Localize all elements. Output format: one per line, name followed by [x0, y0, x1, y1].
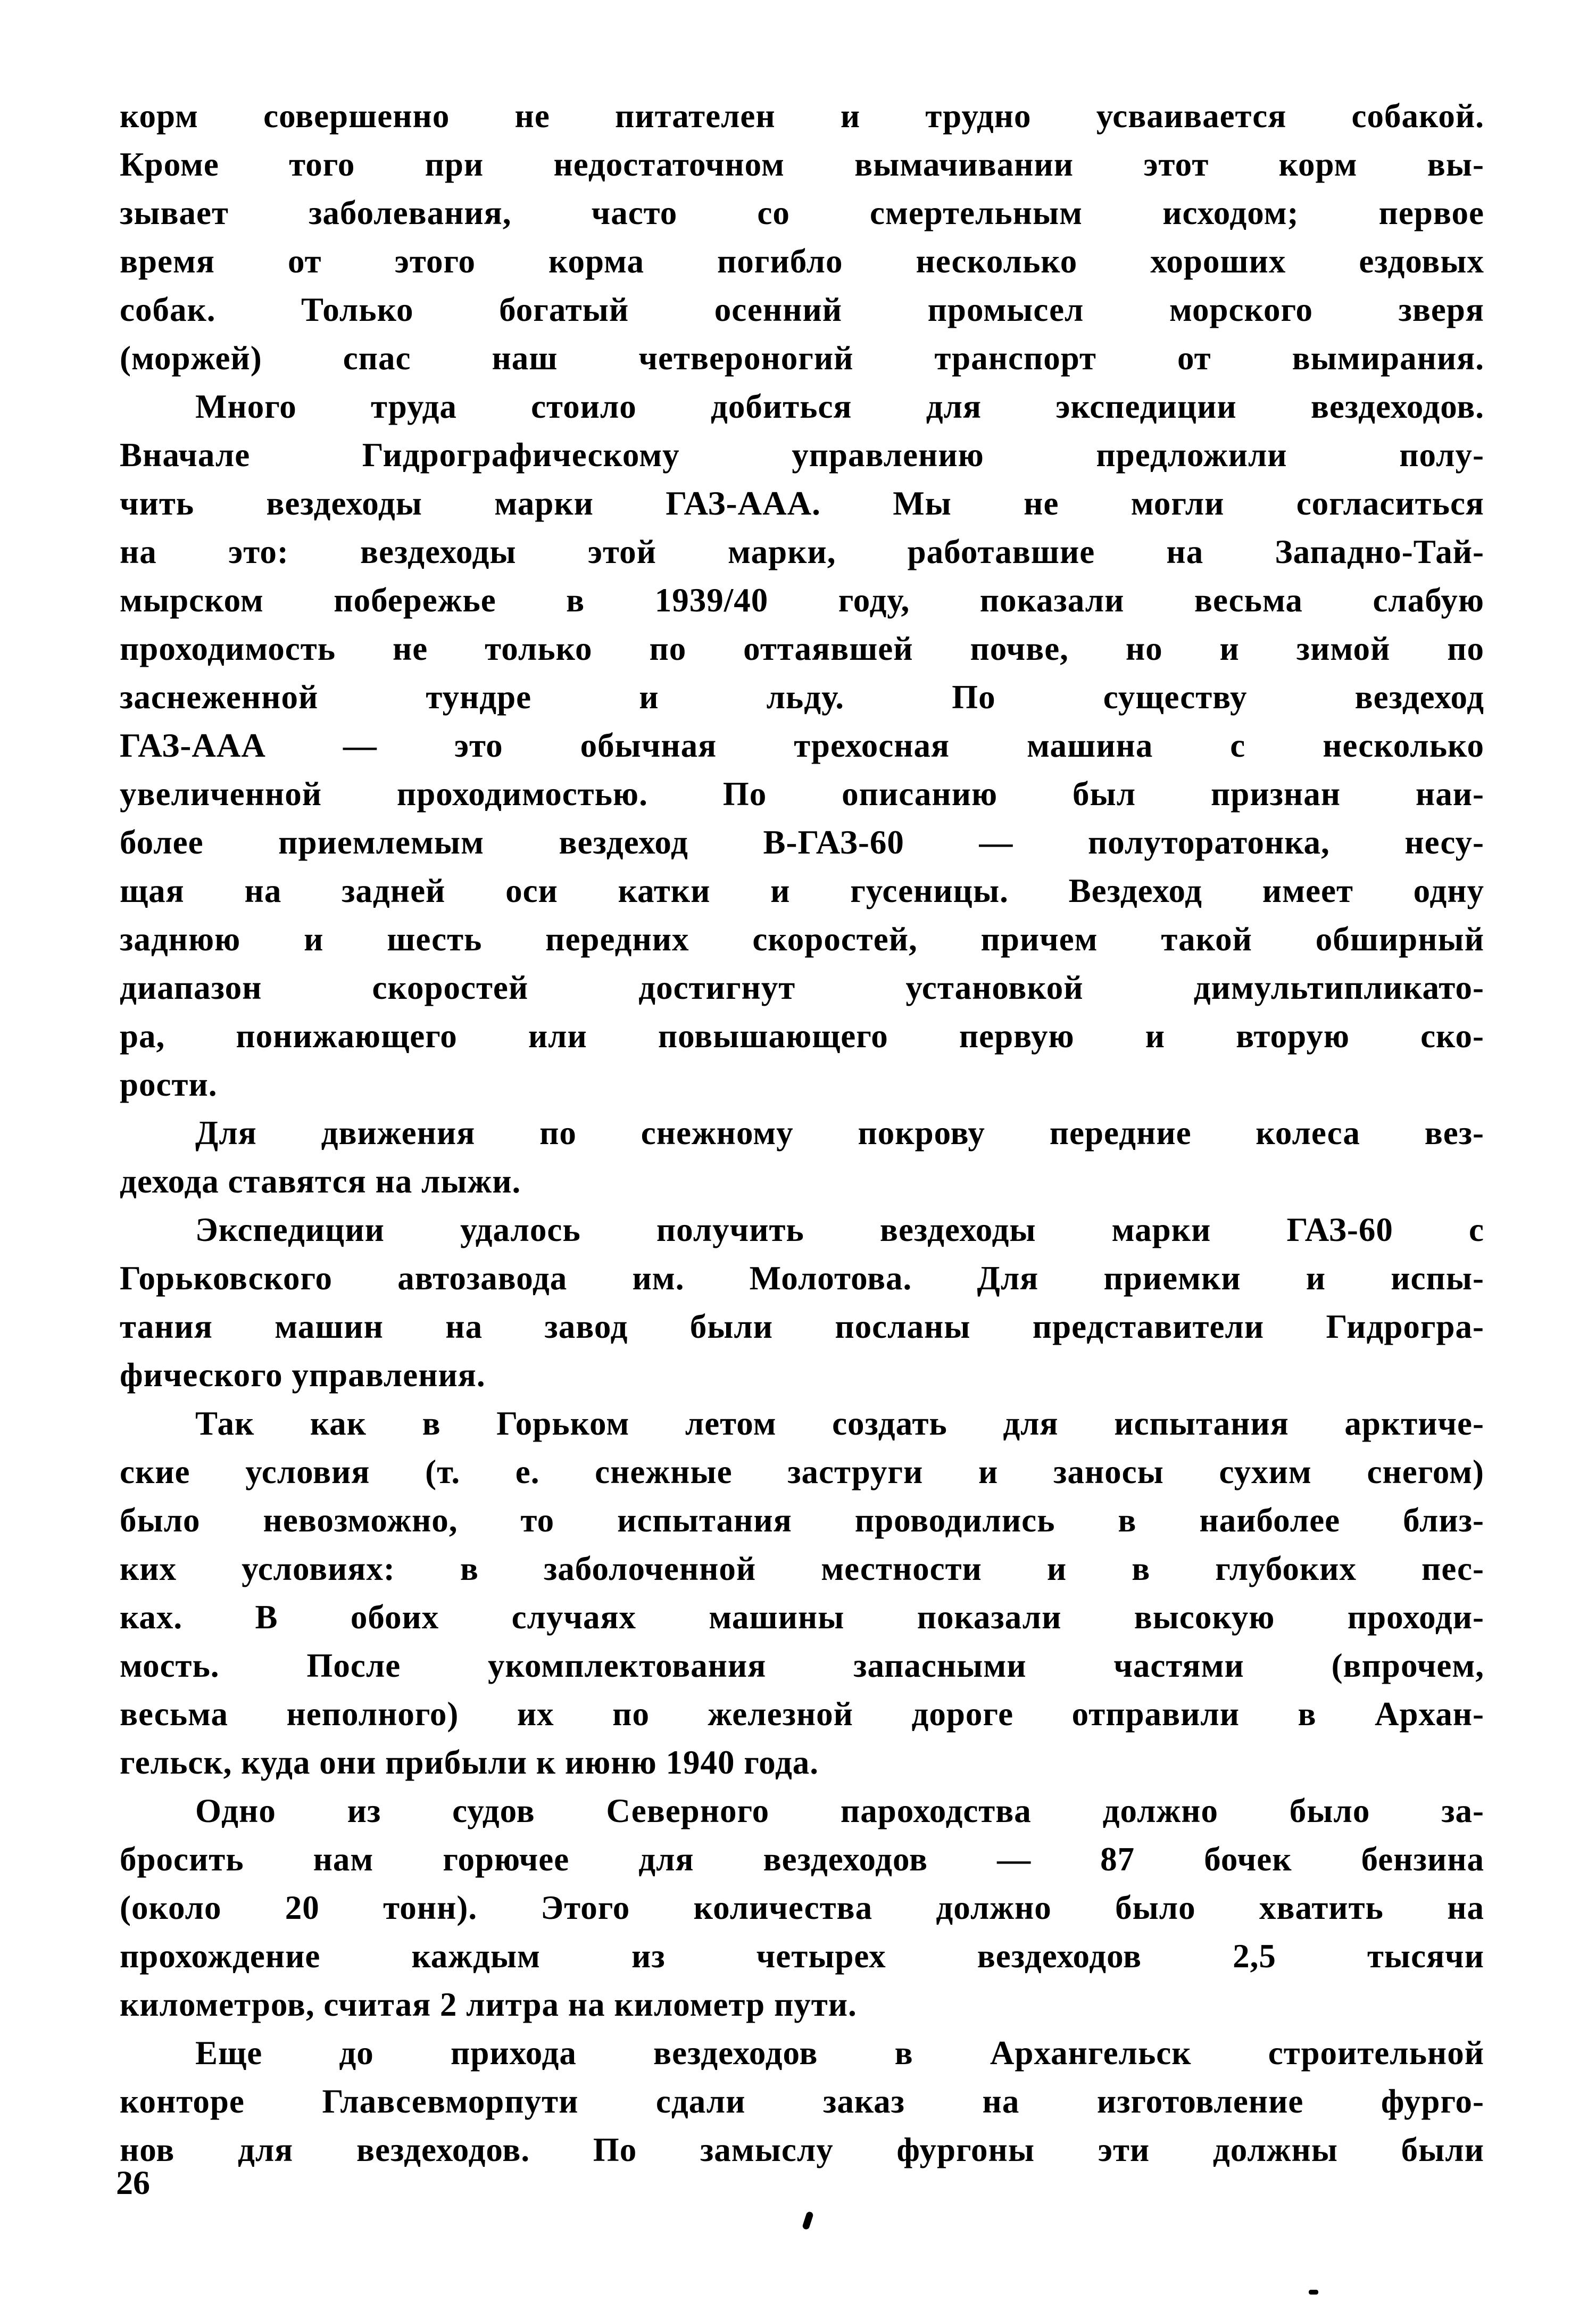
text-line: чить вездеходы марки ГАЗ-ААА. Мы не могли согласиться: [120, 485, 1484, 522]
text-line: километров, считая 2 литра на километр пути.: [120, 1986, 857, 2023]
text-line: заднюю и шесть передних скоростей, причем такой обширный: [120, 921, 1484, 958]
text-line: на это: вездеходы этой марки, работавшие на Западно-Тай-: [120, 533, 1484, 570]
text-line: ГАЗ-ААА — это обычная трехосная машина с несколько: [120, 727, 1484, 764]
text-line: конторе Главсевморпути сдали заказ на изготовление фурго-: [120, 2083, 1484, 2120]
text-line: ких условиях: в заболоченной местности и в глубоких пес-: [120, 1550, 1484, 1587]
text-line: (моржей) спас наш четвероногий транспорт от вымирания.: [120, 339, 1484, 377]
text-line: Так как в Горьком летом создать для испытания арктиче-: [195, 1405, 1484, 1442]
ink-speck: [802, 2211, 814, 2230]
text-line: заснеженной тундре и льду. По существу вездеход: [120, 678, 1484, 716]
text-line: Одно из судов Северного пароходства должно было за-: [195, 1792, 1484, 1829]
text-line: время от этого корма погибло несколько хороших ездовых: [120, 243, 1484, 280]
text-line: рости.: [120, 1066, 218, 1103]
text-line: тания машин на завод были посланы представители Гидрогра-: [120, 1308, 1484, 1345]
text-line: Горьковского автозавода им. Молотова. Для приемки и испы-: [120, 1260, 1484, 1297]
text-line: щая на задней оси катки и гусеницы. Вездеход имеет одну: [120, 872, 1484, 909]
text-line: Много труда стоило добиться для экспедиции вездеходов.: [195, 388, 1484, 425]
text-line: (около 20 тонн). Этого количества должно было хватить на: [120, 1889, 1484, 1926]
text-line: дехода ставятся на лыжи.: [120, 1163, 521, 1200]
text-line: нов для вездеходов. По замыслу фургоны эти должны были: [120, 2131, 1484, 2168]
text-line: мость. После укомплектования запасными частями (впрочем,: [120, 1647, 1484, 1684]
text-line: ра, понижающего или повышающего первую и вторую ско-: [120, 1017, 1484, 1055]
text-line: корм совершенно не питателен и трудно усваивается собакой.: [120, 97, 1484, 135]
text-line: весьма неполного) их по железной дороге отправили в Архан-: [120, 1695, 1484, 1733]
text-line: мырском побережье в 1939/40 году, показали весьма слабую: [120, 582, 1484, 619]
text-line: ские условия (т. е. снежные заструги и заносы сухим снегом): [120, 1453, 1484, 1490]
text-line: гельск, куда они прибыли к июню 1940 года.: [120, 1744, 819, 1781]
text-line: диапазон скоростей достигнут установкой димультипликато-: [120, 969, 1484, 1006]
text-line: Для движения по снежному покрову передние колеса вез-: [195, 1114, 1484, 1152]
text-line: Еще до прихода вездеходов в Архангельск строительной: [195, 2034, 1484, 2072]
text-line: собак. Только богатый осенний промысел морского зверя: [120, 291, 1484, 328]
text-line: Кроме того при недостаточном вымачивании этот корм вы-: [120, 146, 1484, 183]
text-line: фического управления.: [120, 1356, 486, 1394]
text-line: Экспедиции удалось получить вездеходы марки ГАЗ-60 с: [195, 1211, 1484, 1248]
text-line: увеличенной проходимостью. По описанию был признан наи-: [120, 775, 1484, 813]
text-line: зывает заболевания, часто со смертельным исходом; первое: [120, 194, 1484, 231]
ink-speck: [1309, 2290, 1318, 2295]
text-line: проходимость не только по оттаявшей почве, но и зимой по: [120, 630, 1484, 667]
text-line: ках. В обоих случаях машины показали высокую проходи-: [120, 1599, 1484, 1636]
text-line: более приемлемым вездеход В-ГАЗ-60 — полуторатонка, несу-: [120, 824, 1484, 861]
text-line: Вначале Гидрографическому управлению предложили полу-: [120, 436, 1484, 474]
text-line: бросить нам горючее для вездеходов — 87 бочек бензина: [120, 1841, 1484, 1878]
text-line: было невозможно, то испытания проводились в наиболее близ-: [120, 1502, 1484, 1539]
text-line: прохождение каждым из четырех вездеходов 2,5 тысячи: [120, 1937, 1484, 1975]
page-number: 26: [116, 2164, 150, 2201]
page-text: [120, 92, 1484, 2174]
